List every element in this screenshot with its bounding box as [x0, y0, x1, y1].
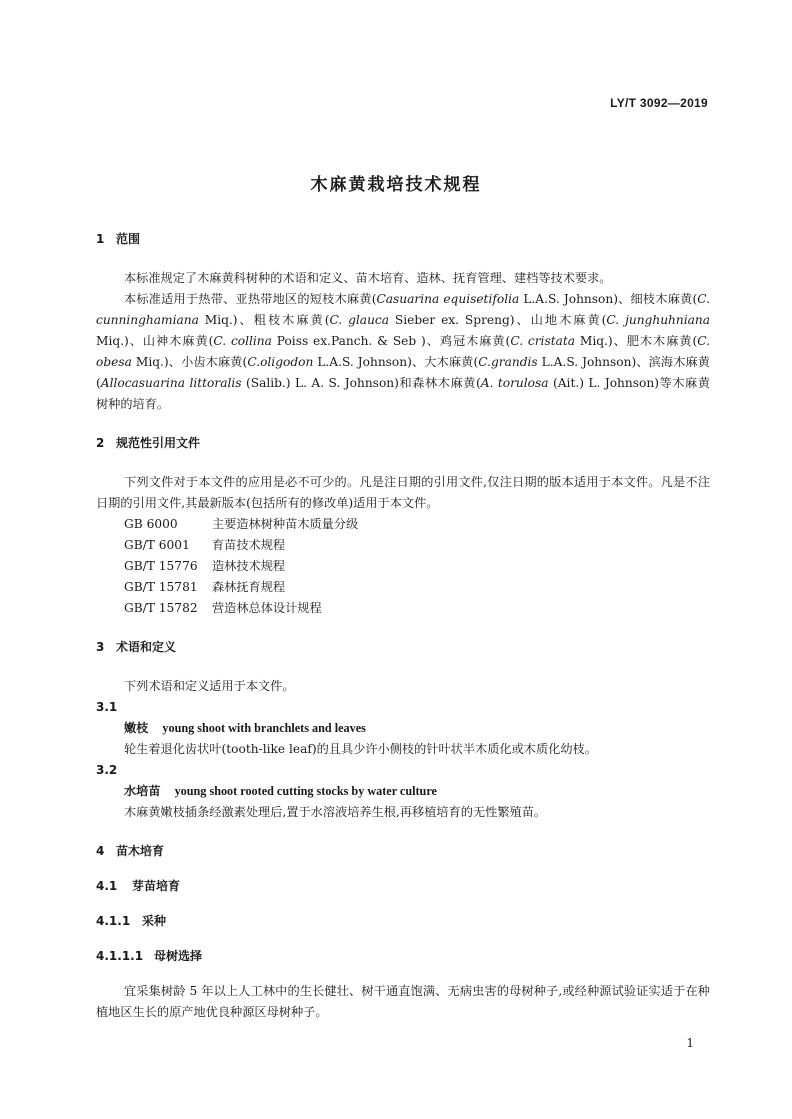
section-1-heading — [96, 229, 710, 250]
section-title: 苗木培育 — [116, 844, 165, 858]
section-title: 规范性引用文件 — [116, 436, 201, 450]
section-title: 范围 — [116, 232, 141, 246]
section-4-heading — [96, 841, 710, 862]
term-definition: 木麻黄嫩枝插条经激素处理后,置于水溶液培养生根,再移植培育的无性繁殖苗。 — [124, 805, 547, 819]
section-2-heading — [96, 433, 710, 454]
reference-item: GB/T 15781 森林抚育规程 — [124, 580, 286, 594]
seed-collection-paragraph: 宜采集树龄 5 年以上人工林中的生长健壮、树干通直饱满、无病虫害的母树种子,或经种源试验证实适于在种植地区生长的原产地优良种源区母树种子。 — [96, 984, 710, 1019]
term-title: 水培苗 young shoot rooted cutting stocks by water culture — [124, 784, 437, 798]
subsection-heading: 4.1.1 采种 — [96, 914, 167, 928]
section-3-heading — [96, 637, 710, 658]
standard-code: LY/T 3092—2019 — [610, 96, 708, 110]
reference-item: GB/T 6001 育苗技术规程 — [124, 538, 286, 552]
document-title: 木麻黄栽培技术规程 — [310, 175, 482, 195]
terms-intro: 下列术语和定义适用于本文件。 — [124, 679, 295, 693]
subsection-heading: 4.1 芽苗培育 — [96, 879, 181, 893]
section-number: 2 — [96, 436, 105, 450]
term-definition: 轮生着退化齿状叶(tooth-like leaf)的且具少许小侧枝的针叶状半木质化或木质化幼枝。 — [124, 742, 597, 756]
term-number: 3.1 — [96, 700, 118, 714]
reference-item: GB/T 15776 造林技术规程 — [124, 559, 286, 573]
reference-item: GB 6000 主要造林树种苗木质量分级 — [124, 517, 359, 531]
section-number: 4 — [96, 844, 105, 858]
page-number: 1 — [686, 1036, 694, 1050]
term-number: 3.2 — [96, 763, 118, 777]
reference-item: GB/T 15782 营造林总体设计规程 — [124, 601, 322, 615]
document-body — [96, 229, 710, 1023]
subsection-heading: 4.1.1.1 母树选择 — [96, 949, 203, 963]
section-number: 3 — [96, 640, 105, 654]
references-intro: 下列文件对于本文件的应用是必不可少的。凡是注日期的引用文件,仅注日期的版本适用于本文件。凡是不注日期的引用文件,其最新版本(包括所有的修改单)适用于本文件。 — [96, 475, 710, 510]
scope-paragraph-1: 本标准规定了木麻黄科树种的术语和定义、苗木培育、造林、抚育管理、建档等技术要求。 — [124, 271, 612, 285]
scope-paragraph-2: 本标准适用于热带、亚热带地区的短枝木麻黄(Casuarina equisetifolia L.A.S. Johnson)、细枝木麻黄(C. cunninghamiana Miq.)、粗枝木麻黄(C. glauca Sieber ex. Spreng)、山地木麻黄(C. junghuhniana Miq.)、山神木麻黄(C. collina Poiss ex.Panch. & Seb )、鸡冠木麻黄(C. cristata Miq.)、肥木木麻黄(C. obesa Miq.)、小齿木麻黄(C.oligodon L.A.S. Johnson)、大木麻黄(C.grandis L.A.S. Johnson)、滨海木麻黄(Allocasuarina littoralis (Salib.) L. A. S. Johnson)和森林木麻黄(A. torulosa (Ait.) L. Johnson)等木麻黄树种的培育。 — [96, 292, 711, 411]
section-number: 1 — [96, 232, 105, 246]
section-title: 术语和定义 — [116, 640, 177, 654]
term-title: 嫩枝 young shoot with branchlets and leaves — [124, 721, 366, 735]
